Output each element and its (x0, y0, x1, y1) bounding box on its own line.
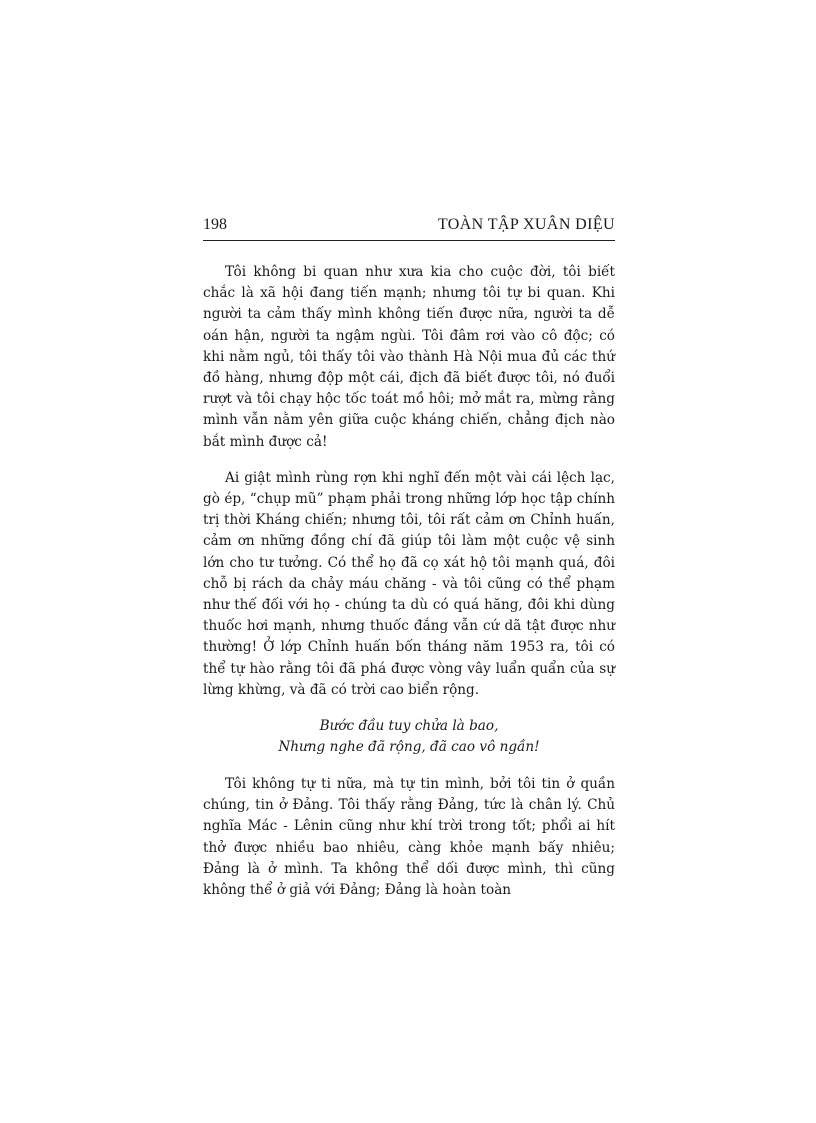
paragraph: Tôi không bi quan như xưa kia cho cuộc đời, tôi biết chắc là xã hội đang tiến mạnh; nhưng tôi tự bi quan. Khi người ta cảm thấy mình không tiến được nữa, người ta dễ oán hận, người ta ngậm ngùi. Tôi đâm rơi vào cô độc; có khi nằm ngủ, tôi thấy tôi vào thành Hà Nội mua đủ các thứ đồ hàng, nhưng độp một cái, địch đã biết được tôi, nó đuổi rượt và tôi chạy hộc tốc toát mồ hôi; mở mắt ra, mừng rằng mình vẫn nằm yên giữa cuộc kháng chiến, chẳng địch nào bắt mình được cả! (203, 264, 615, 450)
paragraph: Tôi không tự ti nữa, mà tự tin mình, bởi tôi tin ở quần chúng, tin ở Đảng. Tôi thấy rằng Đảng, tức là chân lý. Chủ nghĩa Mác - Lênin cũng như khí trời trong tốt; phổi ai hít thở được nhiều bao nhiêu, càng khỏe mạnh bấy nhiêu; Đảng là ở mình. Ta không thể dối được mình, thì cũng không thể ở giả với Đảng; Đảng là hoàn toàn (203, 776, 615, 899)
page-header (203, 216, 615, 241)
verse-line: Bước đầu tuy chửa là bao, (319, 718, 499, 735)
running-title: TOÀN TẬP XUÂN DIỆU (437, 216, 615, 233)
verse-quote (203, 716, 615, 758)
page-number: 198 (203, 216, 227, 233)
verse-line: Nhưng nghe đã rộng, đã cao vô ngần! (278, 739, 540, 756)
body-text (203, 262, 615, 916)
paragraph: Ai giật mình rùng rợn khi nghĩ đến một vài cái lệch lạc, gò ép, “chụp mũ” phạm phải trong những lớp học tập chính trị thời Kháng chiến; nhưng tôi, tôi rất cảm ơn Chỉnh huấn, cảm ơn những đồng chí đã giúp tôi làm một cuộc vệ sinh lớn cho tư tưởng. Có thể họ đã cọ xát hộ tôi mạnh quá, đôi chỗ bị rách da chảy máu chăng - và tôi cũng có thể phạm như thế đối với họ - chúng ta dù có quá hăng, đôi khi dùng thuốc hơi mạnh, nhưng thuốc đắng vẫn cứ dã tật được như thường! Ở lớp Chỉnh huấn bốn tháng năm 1953 ra, tôi có thể tự hào rằng tôi đã phá được vòng vây luẩn quẩn của sự lừng khừng, và đã có trời cao biển rộng. (203, 469, 615, 698)
